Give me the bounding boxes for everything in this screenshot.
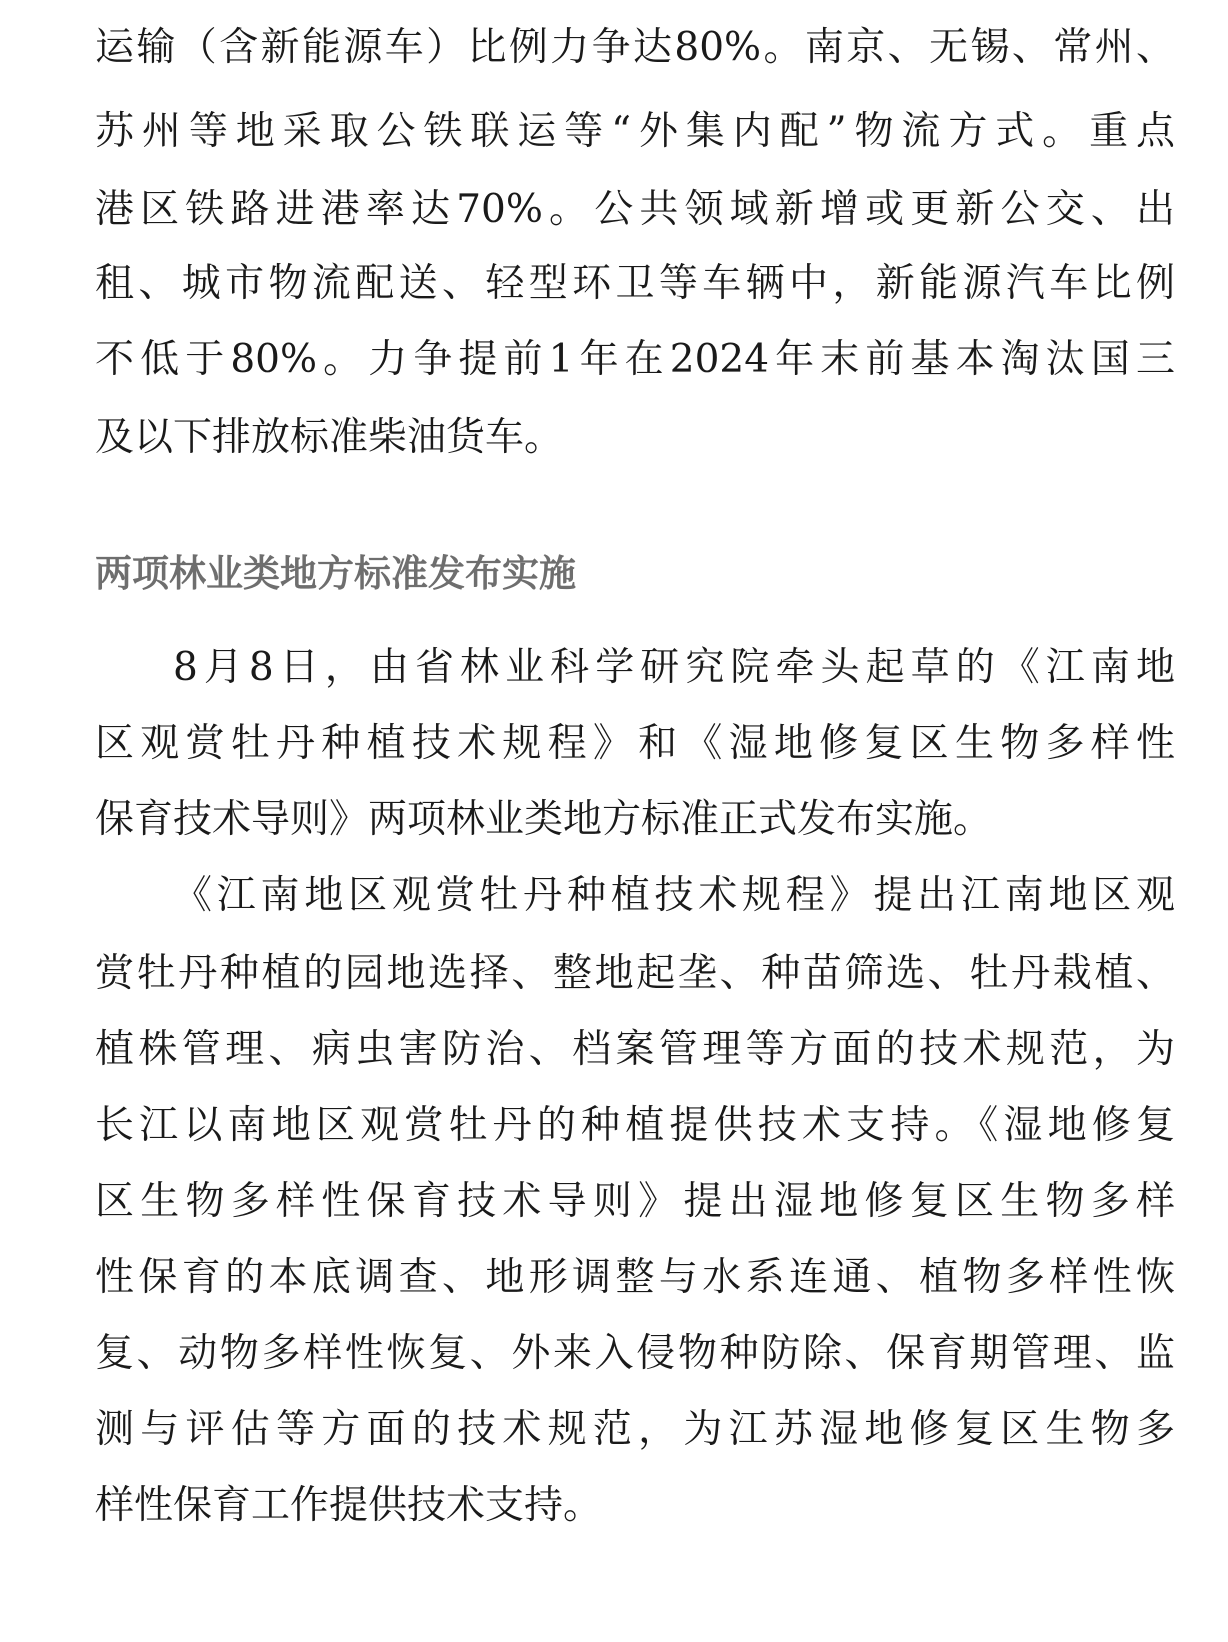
paragraph-line: 保育技术导则》两项林业类地方标准正式发布实施。 [95,797,993,842]
paragraph-line: 复、动物多样性恢复、外来入侵物种防除、保育期管理、监 [95,1331,1175,1376]
paragraph-line: 8月8日，由省林业科学研究院牵头起草的《江南地 [173,645,1175,690]
paragraph-line: 性保育的本底调查、地形调整与水系连通、植物多样性恢 [95,1255,1175,1300]
paragraph-line: 运输（含新能源车）比例力争达80%。南京、无锡、常州、 [95,25,1175,70]
article-heading: 两项林业类地方标准发布实施 [95,552,576,595]
paragraph-line: 不低于80%。力争提前1年在2024年末前基本淘汰国三 [95,337,1175,382]
paragraph-line: 赏牡丹种植的园地选择、整地起垄、种苗筛选、牡丹栽植、 [95,951,1175,996]
paragraph-line: 苏州等地采取公铁联运等“外集内配”物流方式。重点 [95,109,1175,154]
paragraph-line: 植株管理、病虫害防治、档案管理等方面的技术规范，为 [95,1027,1175,1072]
paragraph-line: 长江以南地区观赏牡丹的种植提供技术支持。《湿地修复 [95,1103,1175,1148]
paragraph-line: 区观赏牡丹种植技术规程》和《湿地修复区生物多样性 [95,721,1175,766]
paragraph-line: 港区铁路进港率达70%。公共领域新增或更新公交、出 [95,187,1175,232]
paragraph-line: 测与评估等方面的技术规范，为江苏湿地修复区生物多 [95,1407,1175,1452]
paragraph-line: 及以下排放标准柴油货车。 [95,415,564,460]
paragraph-line: 租、城市物流配送、轻型环卫等车辆中，新能源汽车比例 [95,261,1175,306]
paragraph-line: 《江南地区观赏牡丹种植技术规程》提出江南地区观 [173,873,1175,918]
paragraph-line: 区生物多样性保育技术导则》提出湿地修复区生物多样 [95,1179,1175,1224]
paragraph-line: 样性保育工作提供技术支持。 [95,1483,603,1528]
